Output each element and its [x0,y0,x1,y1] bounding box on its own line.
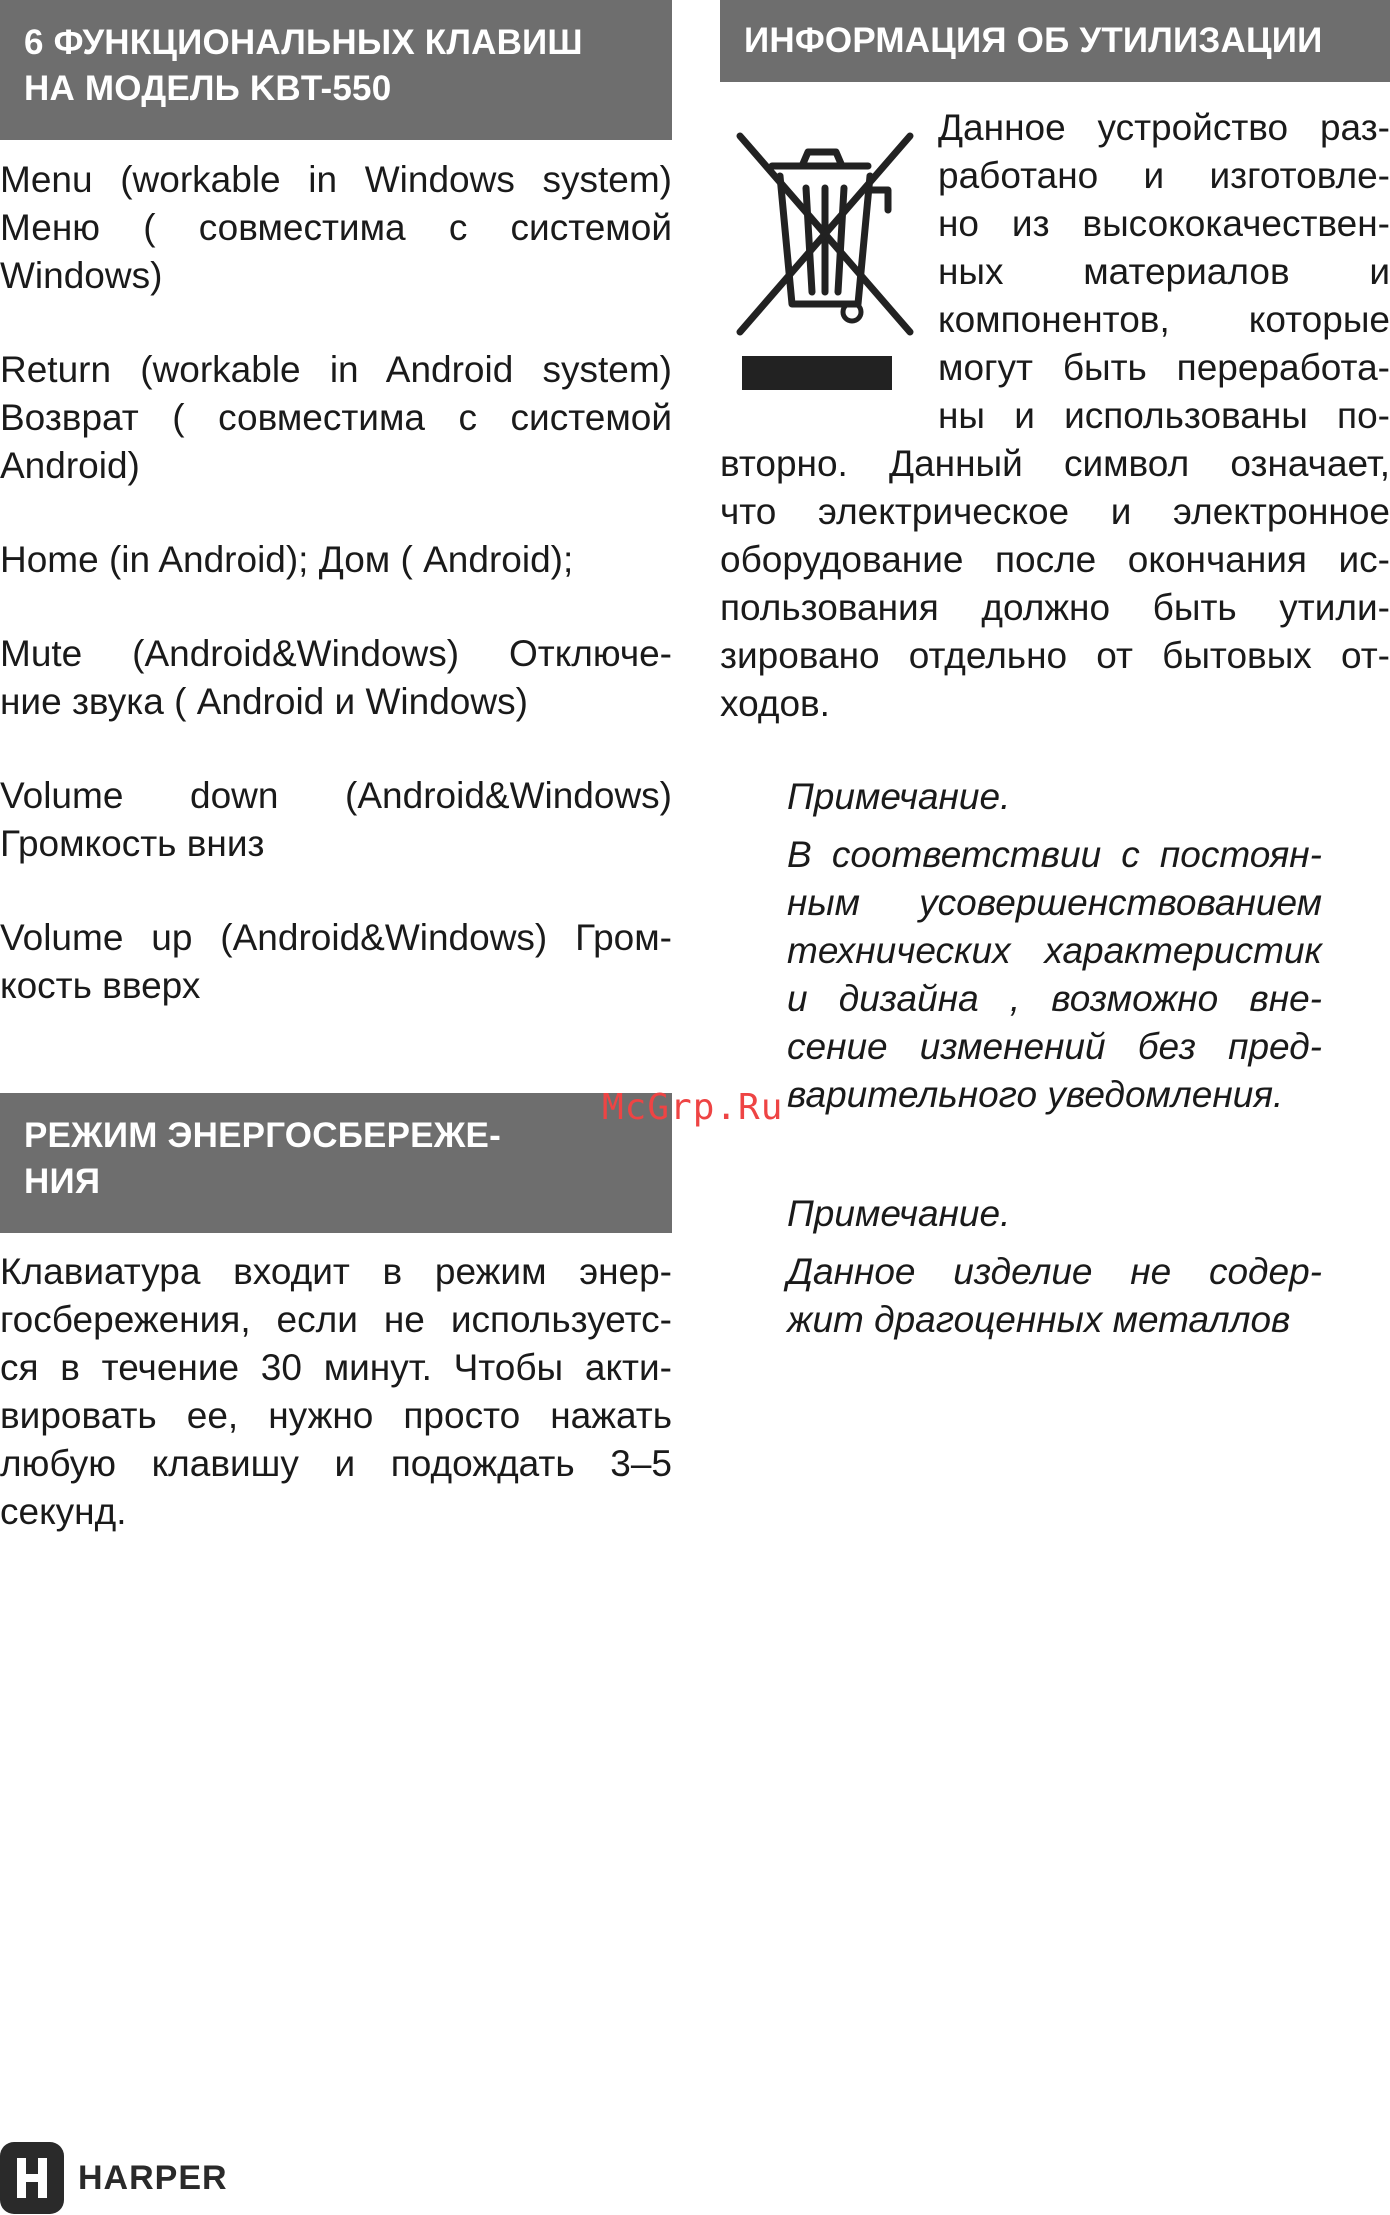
disposal-header-title: ИНФОРМАЦИЯ ОБ УТИЛИЗАЦИИ [744,21,1323,60]
disposal-line: ходов. [720,683,830,724]
disposal-line: зировано отдельно от бытовых от- [720,635,1390,676]
power-saving-header [0,1093,672,1233]
crossed-out-bin-icon [720,104,930,424]
disposal-line: Данное устройство раз- [938,107,1390,148]
disposal-wrapped-text [938,104,1390,440]
disposal-line: что электрическое и электронное [720,491,1390,532]
disposal-line: компонентов, которые [938,299,1390,340]
disposal-line: работано и изготовле- [938,155,1390,196]
key-line: кость вверх [0,965,201,1006]
note-design-changes [787,773,1322,1119]
note-line: и дизайна , возможно вне- [787,978,1322,1019]
disposal-line: ны и использованы по- [938,395,1390,436]
power-line: вировать ее, нужно просто нажать [0,1395,672,1436]
function-keys-header [0,0,672,140]
power-line: любую клавишу и подождать 3–5 [0,1443,672,1484]
harper-logo [0,2142,228,2214]
right-column [720,0,1390,1340]
note-precious-metals [787,1190,1322,1344]
disposal-line: пользования должно быть утили- [720,587,1390,628]
note-line: варительного уведомления. [787,1074,1284,1115]
power-saving-header-line: РЕЖИМ ЭНЕРГОСБЕРЕЖЕ- [24,1116,501,1155]
note-line: жит драгоценных металлов [787,1299,1291,1340]
key-return [0,346,672,490]
key-line: Возврат ( совместима с системой [0,397,672,438]
note-line: В соответствии с постоян- [787,834,1322,875]
note-title: Примечание. [787,1193,1011,1234]
disposal-full-text [720,440,1390,728]
note-line: сение изменений без пред- [787,1026,1322,1067]
key-line: Return (workable in Android system) [0,349,672,390]
key-line: Volume up (Android&Windows) Гром- [0,917,672,958]
function-keys-header-line: НА МОДЕЛЬ KBT-550 [24,69,392,108]
power-saving-text [0,1248,672,1536]
note-line: ным усовершенствованием [787,882,1322,923]
key-line: Home (in Android); Дом ( Android); [0,539,574,580]
key-line: Громкость вниз [0,823,265,864]
disposal-line: ных материалов и [938,251,1390,292]
key-line: Android) [0,445,140,486]
note-title: Примечание. [787,776,1011,817]
function-keys-list [0,156,672,1010]
note-line: Данное изделие не содер- [787,1251,1322,1292]
key-line: Меню ( совместима с системой [0,207,672,248]
disposal-line: но из высококачествен- [938,203,1390,244]
disposal-wrapped-block [720,104,1390,436]
power-saving-header-line: НИЯ [24,1162,101,1201]
disposal-header [720,0,1390,82]
key-line: Volume down (Android&Windows) [0,775,672,816]
key-volume-down [0,772,672,868]
power-line: ся в течение 30 минут. Чтобы акти- [0,1347,672,1388]
disposal-line: вторно. Данный символ означает, [720,443,1390,484]
function-keys-header-line: 6 ФУНКЦИОНАЛЬНЫХ КЛАВИШ [24,23,583,62]
key-menu [0,156,672,300]
power-line: госбережения, если не используетс- [0,1299,672,1340]
key-line: Menu (workable in Windows system) [0,159,672,200]
disposal-line: могут быть переработа- [938,347,1390,388]
key-line: Windows) [0,255,163,296]
power-line: секунд. [0,1491,127,1532]
harper-logo-badge [0,2142,64,2214]
key-volume-up [0,914,672,1010]
harper-h-icon [12,2154,52,2202]
watermark-text: McGrp.Ru [602,1087,784,1128]
key-home [0,536,672,584]
key-line: ние звука ( Android и Windows) [0,681,528,722]
disposal-line: оборудование после окончания ис- [720,539,1390,580]
note-line: технических характеристик [787,930,1322,971]
left-column [0,0,672,1532]
key-line: Mute (Android&Windows) Отключе- [0,633,672,674]
key-mute [0,630,672,726]
harper-brand-name: HARPER [78,2158,228,2197]
power-line: Клавиатура входит в режим энер- [0,1251,672,1292]
